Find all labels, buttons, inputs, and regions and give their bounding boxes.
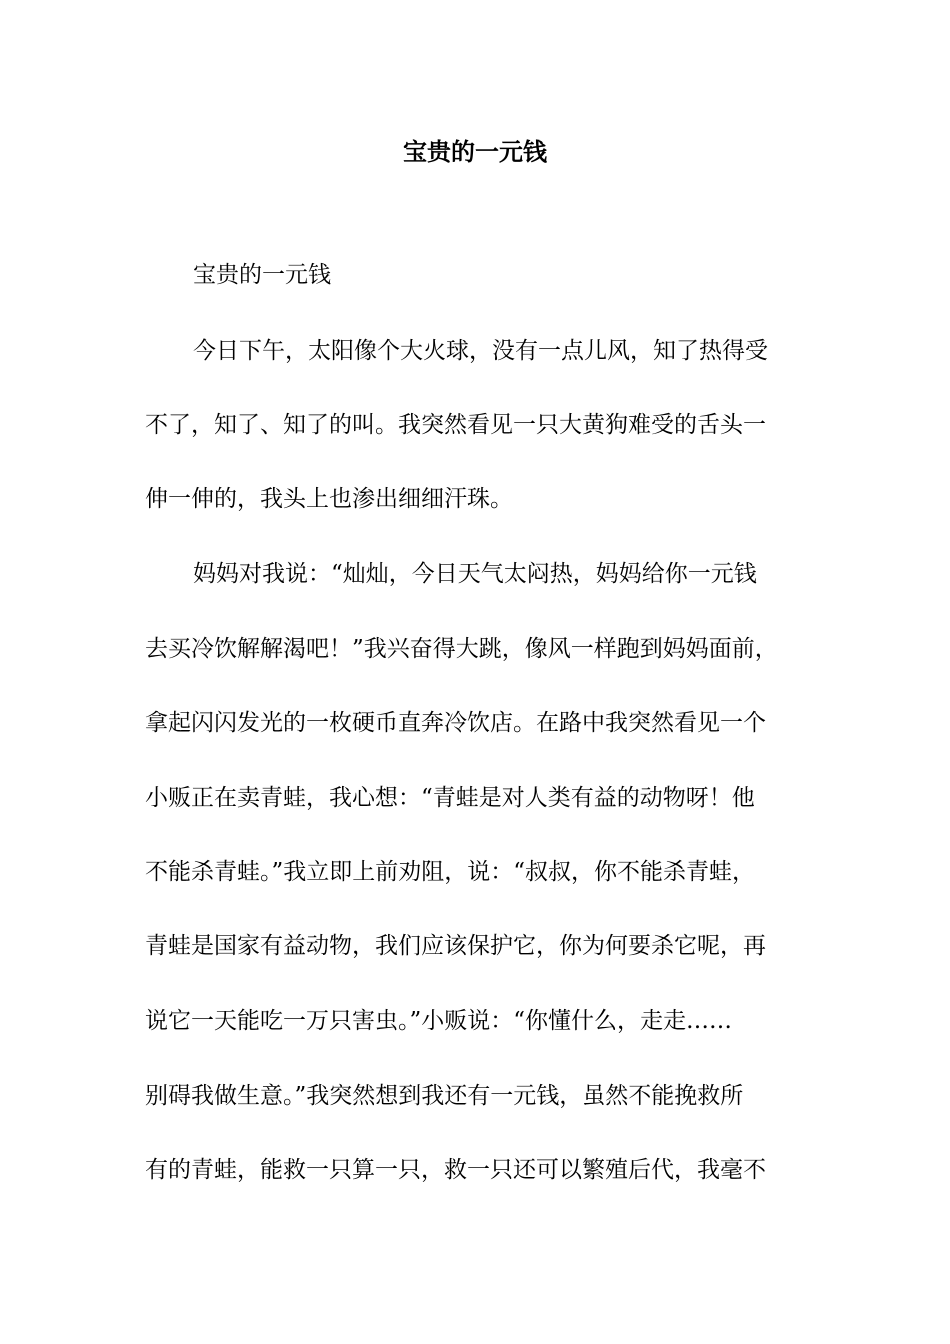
text-line: 说它一天能吃一万只害虫。”小贩说：“你懂什么，走走…… bbox=[145, 1008, 733, 1034]
text-line: 别碍我做生意。”我突然想到我还有一元钱，虽然不能挽救所 bbox=[145, 1083, 744, 1109]
text-line: 伸一伸的，我头上也渗出细细汗珠。 bbox=[145, 486, 513, 512]
text-line: 小贩正在卖青蛙，我心想：“青蛙是对人类有益的动物呀！他 bbox=[145, 785, 755, 811]
text-line: 不能杀青蛙。”我立即上前劝阻，说：“叔叔，你不能杀青蛙， bbox=[145, 859, 756, 885]
text-line: 妈妈对我说：“灿灿，今日天气太闷热，妈妈给你一元钱 bbox=[193, 561, 757, 587]
text-line: 有的青蛙，能救一只算一只，救一只还可以繁殖后代，我毫不 bbox=[145, 1157, 766, 1183]
text-line: 拿起闪闪发光的一枚硬币直奔冷饮店。在路中我突然看见一个 bbox=[145, 710, 766, 736]
document-title: 宝贵的一元钱 bbox=[403, 137, 547, 166]
text-line: 今日下午，太阳像个大火球，没有一点儿风，知了热得受 bbox=[193, 338, 768, 364]
text-line: 去买冷饮解解渴吧！”我兴奋得大跳，像风一样跑到妈妈面前， bbox=[145, 636, 778, 662]
text-line: 青蛙是国家有益动物，我们应该保护它，你为何要杀它呢，再 bbox=[145, 933, 766, 959]
text-line-subtitle: 宝贵的一元钱 bbox=[193, 262, 331, 288]
text-line: 不了，知了、知了的叫。我突然看见一只大黄狗难受的舌头一 bbox=[145, 412, 766, 438]
